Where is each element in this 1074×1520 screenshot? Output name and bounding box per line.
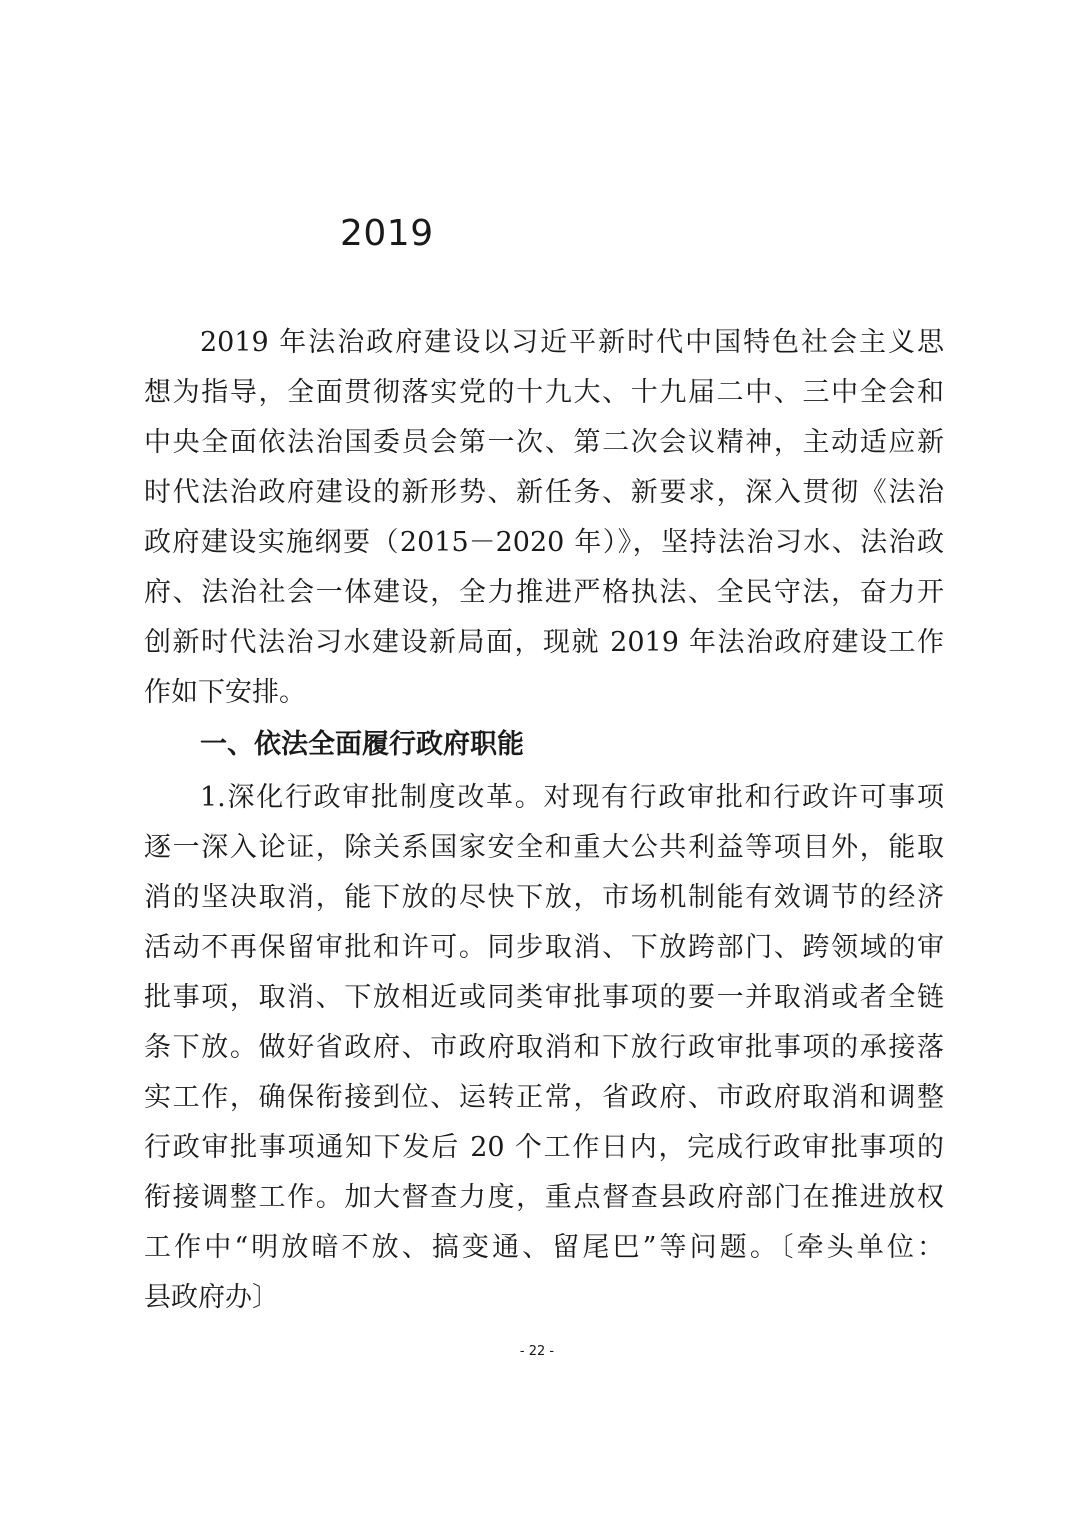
item1-line: 实工作，确保衔接到位、运转正常，省政府、市政府取消和调整	[144, 1082, 944, 1113]
intro-line: 2019 年法治政府建设以习近平新时代中国特色社会主义思	[200, 327, 944, 358]
item1-line: 行政审批事项通知下发后 20 个工作日内，完成行政审批事项的	[144, 1132, 944, 1163]
intro-line: 想为指导，全面贯彻落实党的十九大、十九届二中、三中全会和	[144, 377, 944, 408]
item1-line: 县政府办〕	[144, 1282, 279, 1313]
item1-line: 消的坚决取消，能下放的尽快下放，市场机制能有效调节的经济	[144, 882, 944, 913]
item1-line: 工作中“明放暗不放、搞变通、留尾巴”等问题。〔牵头单位：	[144, 1232, 944, 1263]
page-number: - 22 -	[519, 1344, 555, 1359]
intro-line: 府、法治社会一体建设，全力推进严格执法、全民守法，奋力开	[144, 577, 944, 608]
item1-line: 条下放。做好省政府、市政府取消和下放行政审批事项的承接落	[144, 1032, 944, 1063]
item1-line: 批事项，取消、下放相近或同类审批事项的要一并取消或者全链	[144, 982, 944, 1013]
intro-line: 时代法治政府建设的新形势、新任务、新要求，深入贯彻《法治	[144, 477, 944, 508]
item1-line: 活动不再保留审批和许可。同步取消、下放跨部门、跨领域的审	[144, 932, 944, 963]
document-title: 2019	[340, 213, 434, 254]
item1-line: 逐一深入论证，除关系国家安全和重大公共利益等项目外，能取	[144, 832, 944, 863]
section-heading: 一、依法全面履行政府职能	[200, 729, 524, 760]
intro-line: 创新时代法治习水建设新局面，现就 2019 年法治政府建设工作	[144, 627, 944, 658]
intro-line: 中央全面依法治国委员会第一次、第二次会议精神，主动适应新	[144, 427, 944, 458]
item1-line: 1.深化行政审批制度改革。对现有行政审批和行政许可事项	[200, 782, 944, 813]
item1-line: 衔接调整工作。加大督查力度，重点督查县政府部门在推进放权	[144, 1182, 944, 1213]
intro-line: 作如下安排。	[144, 677, 306, 708]
intro-line: 政府建设实施纲要（2015－2020 年）》，坚持法治习水、法治政	[144, 527, 944, 558]
